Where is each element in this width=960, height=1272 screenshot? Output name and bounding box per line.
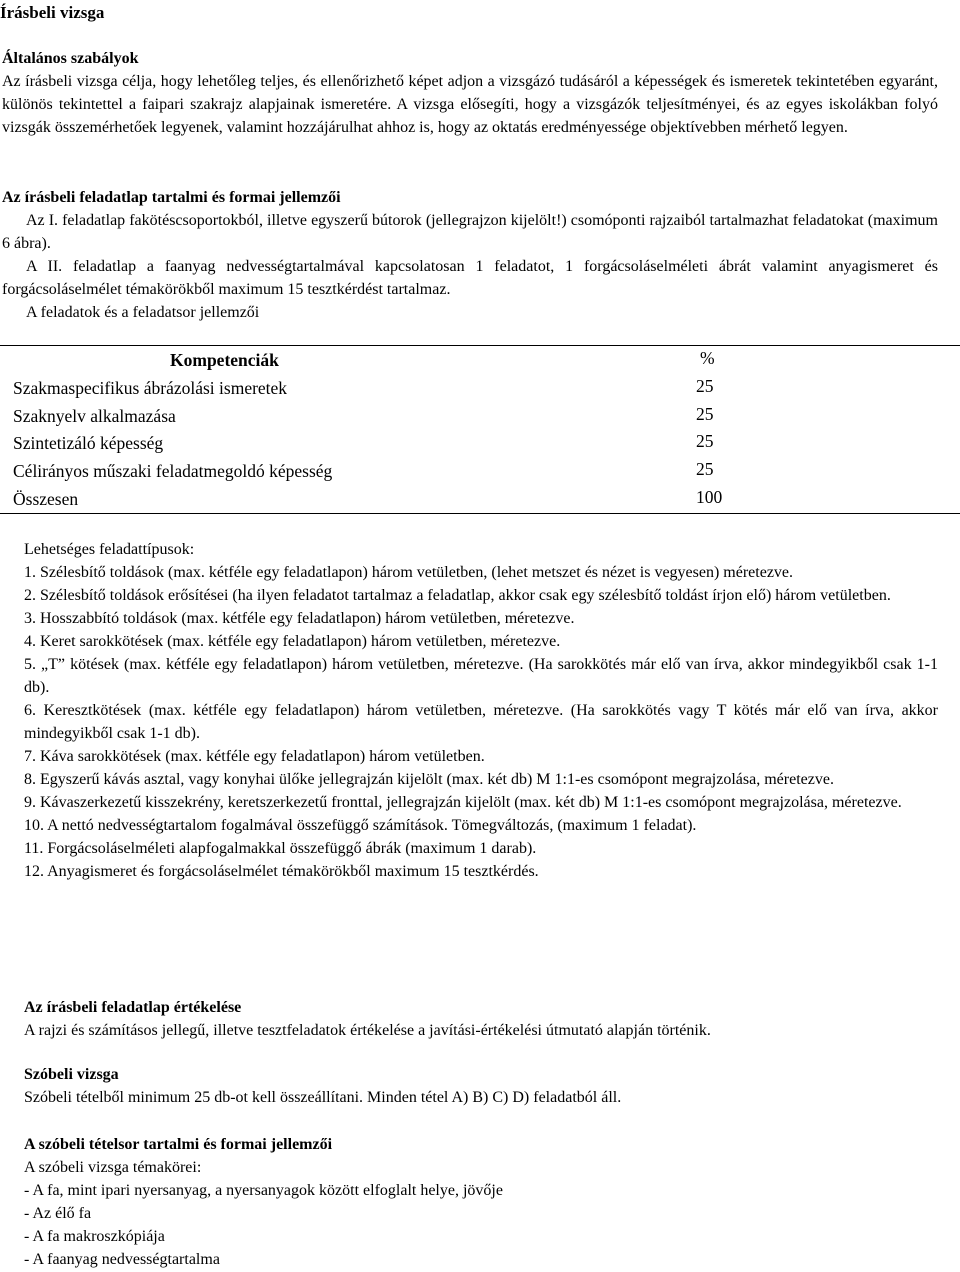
list-item: - A faanyag nedvességtartalma xyxy=(24,1251,220,1268)
task-types-heading: Lehetséges feladattípusok: xyxy=(24,541,195,558)
table-row xyxy=(0,402,960,430)
list-item-text: 2. Szélesbítő toldások erősítései (ha ilyen feladatot tartalmaz a feladatlap, akkor csak egy szélesbítő toldást írjon elő) három vetületben. xyxy=(24,587,891,604)
list-item: - Az élő fa xyxy=(24,1205,92,1222)
list-item xyxy=(24,860,938,883)
table-cell-name: Célirányos műszaki feladatmegoldó képesség xyxy=(13,461,333,482)
table-cell-value: 25 xyxy=(696,459,714,480)
evaluation-heading: Az írásbeli feladatlap értékelése xyxy=(24,999,242,1016)
list-item-text: 11. Forgácsoláselméleti alapfogalmakkal összefüggő ábrák (maximum 1 darab). xyxy=(24,840,537,857)
list-item xyxy=(24,814,938,837)
general-rules-heading: Általános szabályok xyxy=(2,50,139,67)
table-row xyxy=(0,485,960,513)
table-cell-value: 25 xyxy=(696,375,714,396)
list-item xyxy=(24,768,938,791)
oral-content-intro: A szóbeli vizsga témakörei: xyxy=(24,1159,202,1176)
list-item xyxy=(24,653,938,699)
evaluation-text: A rajzi és számításos jellegű, illetve tesztfeladatok értékelése a javítási-értékelési útmutató alapján történik. xyxy=(24,1022,711,1039)
written-format-section xyxy=(2,186,938,324)
table-header-name: Kompetenciák xyxy=(170,350,279,370)
oral-exam-heading: Szóbeli vizsga xyxy=(24,1066,119,1083)
oral-content-section xyxy=(24,1133,938,1271)
task-types-section xyxy=(24,538,938,883)
table-cell-name: Összesen xyxy=(13,488,79,509)
list-item xyxy=(24,745,938,768)
table-cell-name: Szakmaspecifikus ábrázolási ismeretek xyxy=(13,377,288,398)
table-cell-value: 100 xyxy=(696,486,723,507)
list-item-text: 9. Kávaszerkezetű kisszekrény, keretszerkezetű fronttal, jellegrajzán kijelölt (max. két db) M 1:1-es csomópont megrajzolása, méretezve. xyxy=(24,794,902,811)
evaluation-section xyxy=(24,996,938,1042)
page-title: Írásbeli vizsga xyxy=(0,3,105,22)
table-header-value: % xyxy=(700,348,715,368)
competencies-table xyxy=(0,345,960,514)
table-cell-value: 25 xyxy=(696,431,714,452)
written-format-paragraph-3: A feladatok és a feladatsor jellemzői xyxy=(26,304,260,321)
written-format-heading: Az írásbeli feladatlap tartalmi és formai jellemzői xyxy=(2,189,341,206)
list-item xyxy=(24,837,938,860)
list-item: - A fa makroszkópiája xyxy=(24,1228,165,1245)
list-item: - A fa, mint ipari nyersanyag, a nyersanyagok között elfoglalt helye, jövője xyxy=(24,1182,503,1199)
written-format-paragraph-1: Az I. feladatlap fakötéscsoportokból, illetve egyszerű bútorok (jellegrajzon kijelölt!) csomóponti rajzaiból tartalmazhat feladatokat (maximum 6 ábra). xyxy=(2,212,938,252)
list-item-text: 7. Káva sarokkötések (max. kétféle egy feladatlapon) három vetületben. xyxy=(24,748,485,765)
table-row xyxy=(0,457,960,485)
oral-exam-section xyxy=(24,1063,938,1109)
list-item xyxy=(24,561,938,584)
list-item xyxy=(24,607,938,630)
list-item-text: 8. Egyszerű kávás asztal, vagy konyhai ülőke jellegrajzán kijelölt (max. két db) M 1:1-es csomópont megrajzolása, méretezve. xyxy=(24,771,834,788)
table-row xyxy=(0,374,960,402)
table-cell-value: 25 xyxy=(696,403,714,424)
task-types-list xyxy=(24,561,938,883)
list-item xyxy=(24,791,938,814)
general-rules-section xyxy=(2,47,938,139)
list-item-text: 5. „T” kötések (max. kétféle egy feladatlapon) három vetületben, méretezve. (Ha sarokkötés már elő van írva, akkor mindegyikből csak 1-1 db). xyxy=(24,656,938,696)
oral-exam-text: Szóbeli tételből minimum 25 db-ot kell összeállítani. Minden tétel A) B) C) D) feladatból áll. xyxy=(24,1089,622,1106)
list-item-text: 3. Hosszabbító toldások (max. kétféle egy feladatlapon) három vetületben, méretezve. xyxy=(24,610,575,627)
table-row xyxy=(0,429,960,457)
list-item xyxy=(24,699,938,745)
list-item-text: 1. Szélesbítő toldások (max. kétféle egy feladatlapon) három vetületben, (lehet metszet és nézet is vegyesen) méretezve. xyxy=(24,564,794,581)
written-format-paragraph-2: A II. feladatlap a faanyag nedvességtartalmával kapcsolatosan 1 feladatot, 1 forgácsoláselméleti ábrát valamint anyagismeret és forgácsoláselmélet témakörökből maximum 15 tesztkérdést tartalmaz. xyxy=(2,258,938,298)
oral-topics-list xyxy=(24,1179,938,1271)
list-item xyxy=(24,630,938,653)
list-item-text: 12. Anyagismeret és forgácsoláselmélet témakörökből maximum 15 tesztkérdés. xyxy=(24,863,539,880)
oral-content-heading: A szóbeli tételsor tartalmi és formai jellemzői xyxy=(24,1136,333,1153)
table-cell-name: Szintetizáló képesség xyxy=(13,433,164,454)
general-rules-text: Az írásbeli vizsga célja, hogy lehetőleg teljes, és ellenőrizhető képet adjon a vizsgázó tudásáról a képességek és ismeretek tekintetében egyaránt, különös tekintettel a faipari szakrajz alapjainak ismeretére. A vizsga elősegíti, hogy a vizsgázók teljesítményei, és az egyes iskolákban folyó vizsgák összemérhetőek legyenek, valamint hozzájárulhat ahhoz is, hogy az oktatás eredményessége objektívebben mérhető legyen. xyxy=(2,73,938,136)
table-header-row xyxy=(0,346,960,374)
list-item-text: 6. Keresztkötések (max. kétféle egy feladatlapon) három vetületben, méretezve. (Ha sarokkötés vagy T kötés már elő van írva, akkor mindegyikből csak 1-1 db). xyxy=(24,702,938,742)
list-item xyxy=(24,584,938,607)
list-item-text: 4. Keret sarokkötések (max. kétféle egy feladatlapon) három vetületben, méretezve. xyxy=(24,633,561,650)
table-cell-name: Szaknyelv alkalmazása xyxy=(13,405,176,426)
list-item-text: 10. A nettó nedvességtartalom fogalmával összefüggő számítások. Tömegváltozás, (maximum 1 feladat). xyxy=(24,817,697,834)
